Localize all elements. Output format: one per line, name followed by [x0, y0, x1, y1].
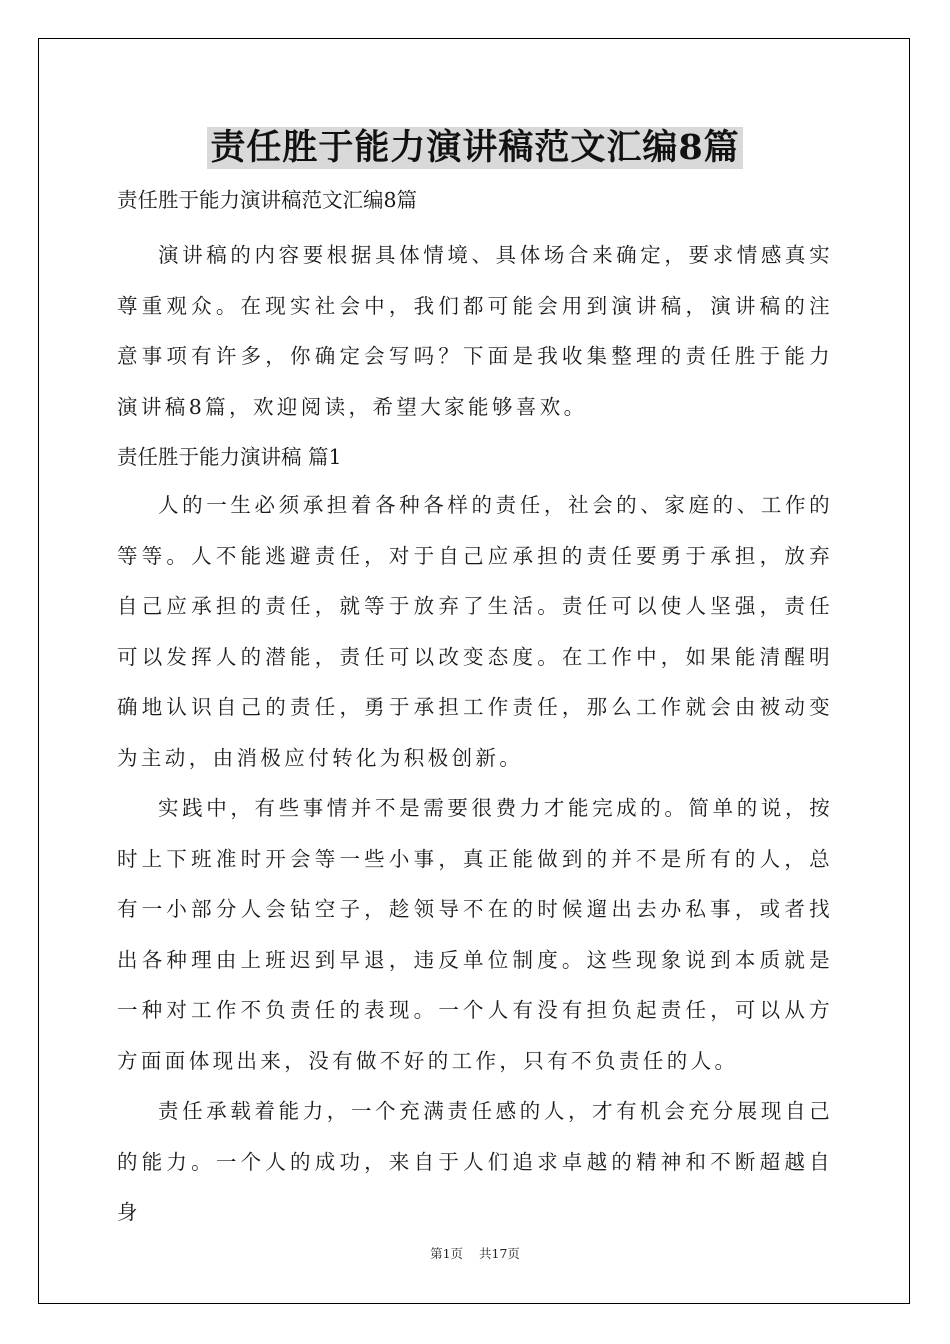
page-total: 共17页: [479, 1246, 520, 1261]
title-container: [0, 127, 950, 169]
section-heading: 责任胜于能力演讲稿 篇1: [117, 445, 342, 469]
document-title: 责任胜于能力演讲稿范文汇编8篇: [207, 127, 742, 169]
document-subtitle: 责任胜于能力演讲稿范文汇编8篇: [117, 188, 418, 212]
page-footer: [0, 1244, 950, 1262]
intro-paragraph: 演讲稿的内容要根据具体情境、具体场合来确定，要求情感真实尊重观众。在现实社会中，我们都可能会用到演讲稿，演讲稿的注意事项有许多，你确定会写吗？下面是我收集整理的责任胜于能力演讲稿8篇，欢迎阅读，希望大家能够喜欢。: [117, 243, 833, 419]
page-number: 第1页: [430, 1246, 464, 1261]
document-body: [117, 180, 833, 1238]
body-paragraph-3: 责任承载着能力，一个充满责任感的人，才有机会充分展现自己的能力。一个人的成功，来自于人们追求卓越的精神和不断超越自身: [117, 1099, 833, 1224]
body-paragraph-2: 实践中，有些事情并不是需要很费力才能完成的。简单的说，按时上下班准时开会等一些小事，真正能做到的并不是所有的人，总有一小部分人会钻空子，趁领导不在的时候遛出去办私事，或者找出各种理由上班迟到早退，违反单位制度。这些现象说到本质就是一种对工作不负责任的表现。一个人有没有担负起责任，可以从方方面面体现出来，没有做不好的工作，只有不负责任的人。: [117, 796, 833, 1073]
body-paragraph-1: 人的一生必须承担着各种各样的责任，社会的、家庭的、工作的等等。人不能逃避责任，对于自己应承担的责任要勇于承担，放弃自己应承担的责任，就等于放弃了生活。责任可以使人坚强，责任可以发挥人的潜能，责任可以改变态度。在工作中，如果能清醒明确地认识自己的责任，勇于承担工作责任，那么工作就会由被动变为主动，由消极应付转化为积极创新。: [117, 493, 833, 770]
